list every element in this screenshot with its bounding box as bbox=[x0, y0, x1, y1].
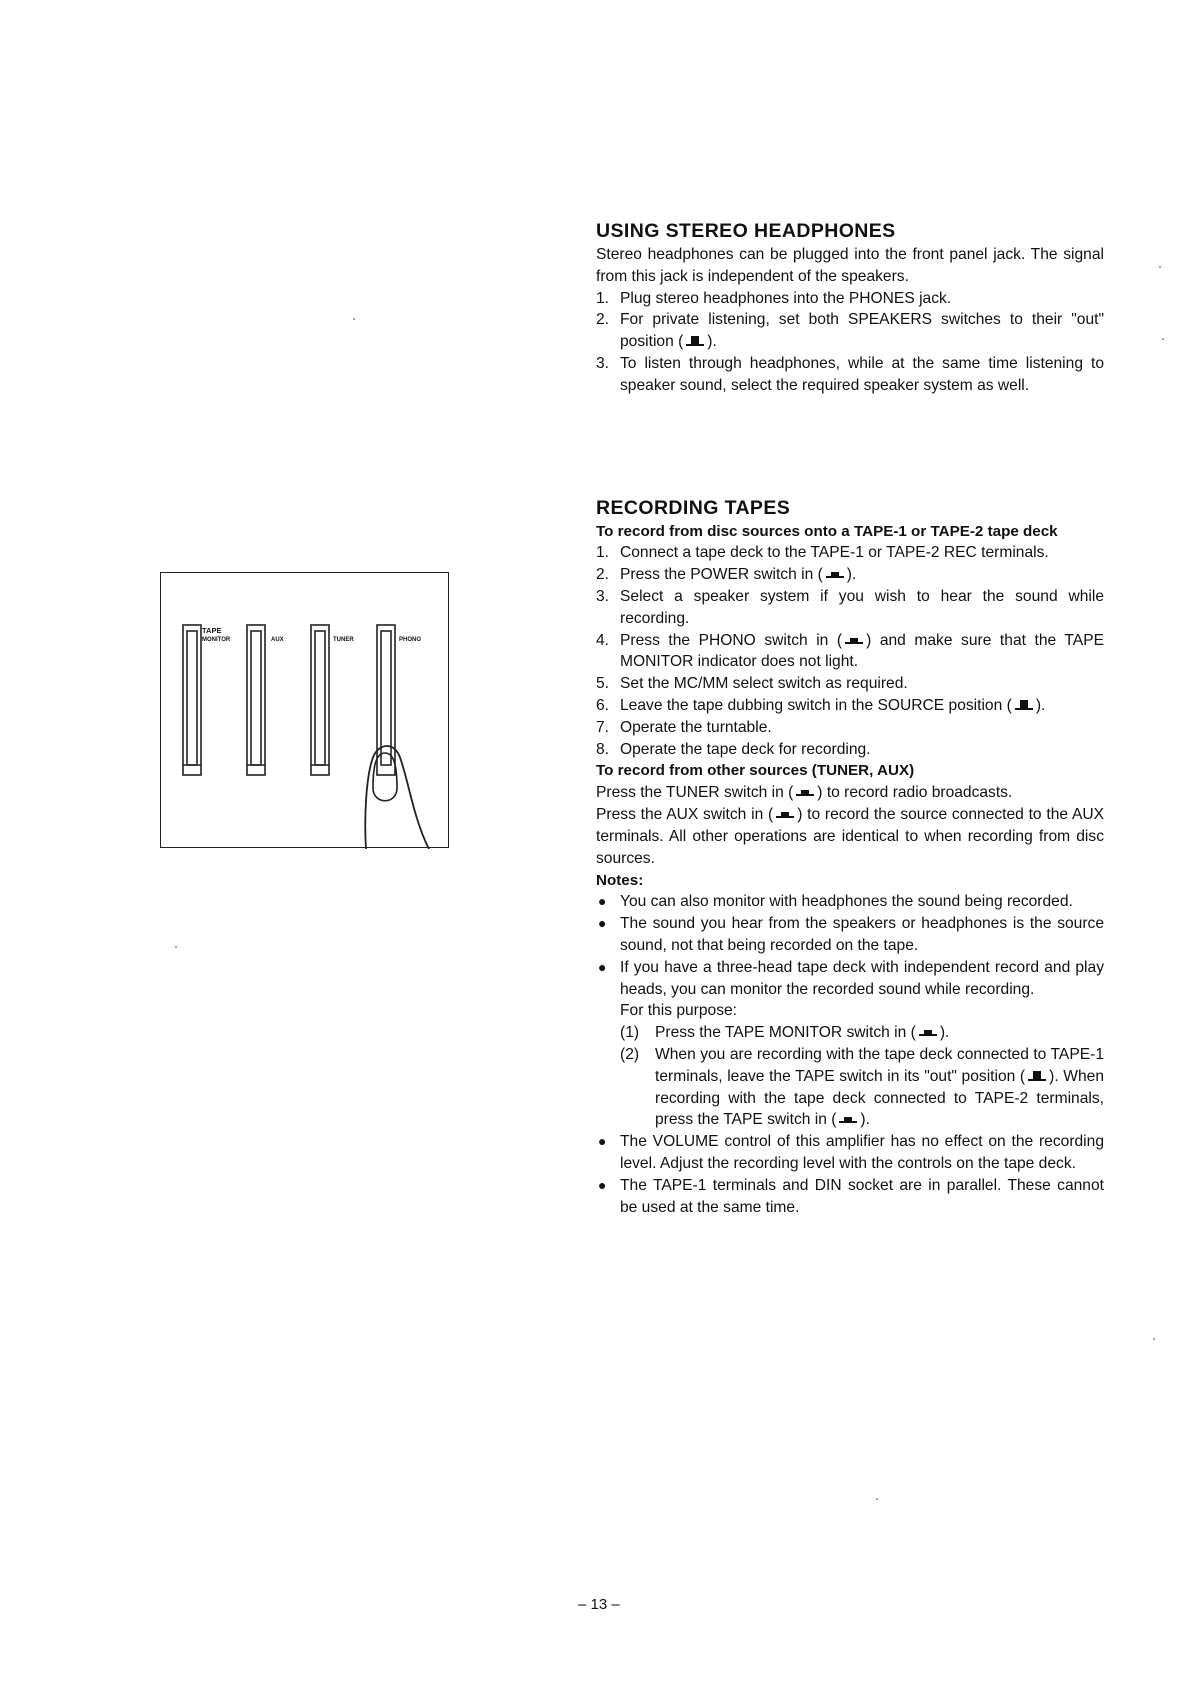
step-number: 1. bbox=[596, 544, 610, 562]
step-number: 7. bbox=[596, 718, 610, 736]
list-item bbox=[596, 288, 1104, 310]
list-item bbox=[596, 913, 1104, 957]
other-sources-text bbox=[596, 782, 1104, 869]
list-item bbox=[596, 695, 1104, 717]
step-text-end: ) and make sure that the TAPE MONITOR indicator does not light. bbox=[620, 631, 1104, 671]
purpose-text-end: ). bbox=[860, 1111, 870, 1129]
list-item bbox=[596, 717, 1104, 739]
label-aux: AUX bbox=[271, 637, 284, 643]
purpose-number: (2) bbox=[620, 1045, 640, 1063]
step-number: 6. bbox=[596, 697, 610, 715]
note-text: The TAPE-1 terminals and DIN socket are in parallel. These cannot be used at the same time. bbox=[620, 1176, 1104, 1216]
list-item bbox=[596, 542, 1104, 564]
scan-speck bbox=[876, 1498, 878, 1500]
other-sources-heading: To record from other sources (TUNER, AUX) bbox=[596, 762, 915, 780]
switch-out-icon bbox=[1028, 1066, 1046, 1088]
scan-speck bbox=[175, 946, 177, 948]
step-text: Operate the turntable. bbox=[620, 718, 772, 736]
purpose-text: Press the TAPE MONITOR switch in ( bbox=[655, 1024, 916, 1042]
note-text: If you have a three-head tape deck with independent record and play heads, you can monitor the recorded sound while recording. bbox=[620, 958, 1104, 998]
headphones-steps bbox=[596, 288, 1104, 397]
bullet-icon: ● bbox=[598, 1133, 607, 1150]
step-text: Press the POWER switch in ( bbox=[620, 566, 823, 584]
step-number: 8. bbox=[596, 740, 610, 758]
switch-panel-illustration bbox=[161, 573, 450, 849]
note-text: You can also monitor with headphones the sound being recorded. bbox=[620, 893, 1073, 911]
aux-text-end: ) to record the source connected to the AUX terminals. All other operations are identical to when recording from disc sources. bbox=[596, 806, 1105, 867]
step-text-end: ). bbox=[707, 333, 717, 351]
switch-in-icon bbox=[919, 1022, 937, 1044]
switch-in-icon bbox=[776, 804, 794, 826]
scan-speck bbox=[1153, 1338, 1155, 1340]
purpose-text-mid: ). When recording with the tape deck connected to TAPE-2 terminals, press the TAPE switch in ( bbox=[655, 1067, 1105, 1129]
list-item bbox=[596, 309, 1104, 353]
step-text: Press the PHONO switch in ( bbox=[620, 631, 843, 649]
switch-out-icon bbox=[686, 331, 704, 353]
switch-in-icon bbox=[839, 1109, 857, 1131]
aux-text: Press the AUX switch in ( bbox=[596, 806, 774, 824]
purpose-text: When you are recording with the tape deck connected to TAPE-1 terminals, leave the TAPE switch in its "out" position ( bbox=[655, 1045, 1104, 1085]
step-number: 4. bbox=[596, 631, 610, 649]
step-text-end: ). bbox=[1035, 697, 1046, 715]
list-item bbox=[596, 1175, 1104, 1219]
list-item bbox=[596, 630, 1104, 674]
recording-steps bbox=[596, 542, 1104, 760]
bullet-icon: ● bbox=[598, 893, 607, 910]
bullet-icon: ● bbox=[598, 915, 607, 932]
step-text: Select a speaker system if you wish to hear the sound while recording. bbox=[620, 588, 1104, 627]
fingernail-drawing bbox=[373, 753, 397, 801]
purpose-label: For this purpose: bbox=[620, 1002, 738, 1020]
list-item bbox=[596, 957, 1104, 1131]
note-text: The VOLUME control of this amplifier has no effect on the recording level. Adjust the recording level with the controls on the tape deck. bbox=[620, 1133, 1104, 1172]
step-number: 2. bbox=[596, 566, 610, 584]
switch-in-icon bbox=[796, 782, 814, 804]
recording-title: RECORDING TAPES bbox=[596, 496, 791, 519]
list-item bbox=[596, 891, 1104, 913]
step-text: Set the MC/MM select switch as required. bbox=[620, 675, 908, 693]
tuner-switch-drawing bbox=[311, 625, 329, 775]
scan-speck bbox=[1162, 338, 1164, 340]
switch-panel-figure bbox=[160, 572, 449, 848]
list-item bbox=[596, 673, 1104, 695]
step-text: To listen through headphones, while at the same time listening to speaker sound, select the required speaker system as well. bbox=[620, 355, 1104, 394]
label-tuner: TUNER bbox=[333, 637, 354, 643]
bullet-icon: ● bbox=[598, 958, 607, 975]
purpose-item bbox=[620, 1044, 1104, 1131]
main-column bbox=[596, 218, 1104, 1218]
notes-heading: Notes: bbox=[596, 871, 644, 889]
notes-list bbox=[596, 891, 1104, 1218]
finger-drawing bbox=[365, 746, 429, 849]
disc-heading: To record from disc sources onto a TAPE-1 or TAPE-2 tape deck bbox=[596, 522, 1058, 540]
step-number: 3. bbox=[596, 355, 610, 373]
label-monitor: MONITOR bbox=[202, 637, 231, 643]
scan-speck bbox=[353, 318, 355, 320]
page-number: – 13 – bbox=[578, 1596, 620, 1613]
step-number: 5. bbox=[596, 675, 610, 693]
headphones-intro: Stereo headphones can be plugged into the front panel jack. The signal from this jack is independent of the speakers. bbox=[596, 246, 1104, 285]
list-item bbox=[596, 353, 1104, 397]
switch-in-icon bbox=[826, 564, 844, 586]
tuner-text: Press the TUNER switch in ( bbox=[596, 784, 794, 802]
switch-in-icon bbox=[845, 630, 863, 652]
list-item bbox=[596, 586, 1104, 630]
scan-speck bbox=[1159, 266, 1161, 268]
step-text: Leave the tape dubbing switch in the SOURCE position ( bbox=[620, 697, 1012, 715]
purpose-number: (1) bbox=[620, 1024, 640, 1042]
tuner-text-end: ) to record radio broadcasts. bbox=[817, 784, 1013, 802]
bullet-icon: ● bbox=[598, 1176, 607, 1193]
step-text: Connect a tape deck to the TAPE-1 or TAPE-2 REC terminals. bbox=[620, 544, 1049, 562]
list-item bbox=[596, 564, 1104, 586]
step-text: Operate the tape deck for recording. bbox=[620, 740, 871, 758]
step-text-end: ). bbox=[846, 566, 857, 584]
list-item bbox=[596, 739, 1104, 761]
label-phono: PHONO bbox=[399, 637, 422, 643]
label-tape: TAPE bbox=[202, 626, 222, 635]
step-number: 2. bbox=[596, 311, 610, 329]
aux-switch-drawing bbox=[247, 625, 265, 775]
note-text: The sound you hear from the speakers or headphones is the source sound, not that being recorded on the tape. bbox=[620, 915, 1104, 954]
headphones-title: USING STEREO HEADPHONES bbox=[596, 220, 896, 242]
step-text: For private listening, set both SPEAKERS switches to their "out" position ( bbox=[620, 311, 1104, 351]
step-text: Plug stereo headphones into the PHONES jack. bbox=[620, 289, 952, 307]
step-number: 1. bbox=[596, 289, 610, 307]
purpose-item bbox=[620, 1022, 1104, 1044]
tape-monitor-switch-drawing bbox=[183, 625, 201, 775]
switch-out-icon bbox=[1015, 695, 1033, 717]
purpose-text-end: ). bbox=[939, 1024, 950, 1042]
step-number: 3. bbox=[596, 588, 610, 606]
list-item bbox=[596, 1131, 1104, 1175]
